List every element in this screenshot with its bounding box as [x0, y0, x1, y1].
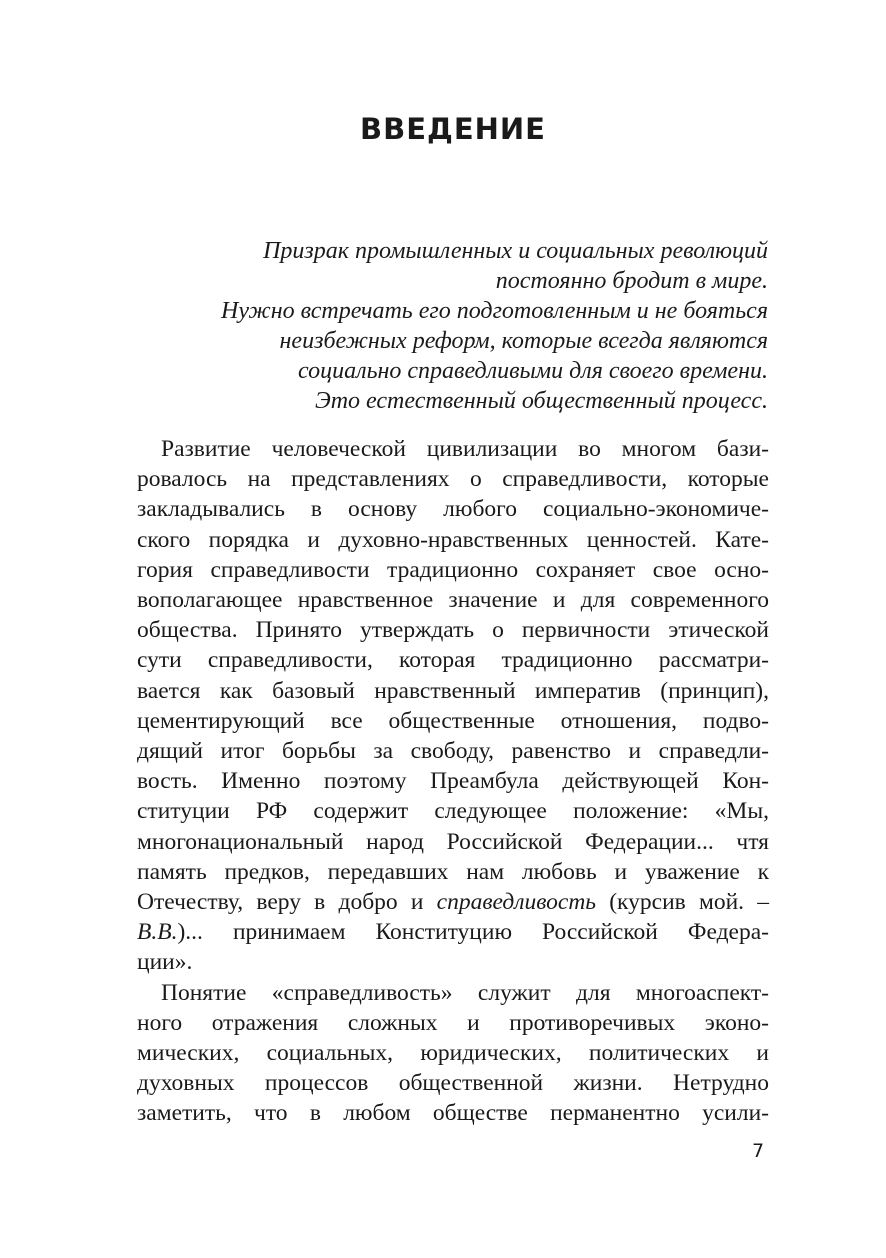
body-text [137, 434, 769, 1129]
text-line: сути справедливости, которая традиционно рассматри- [137, 647, 769, 674]
text-line: вополагающее нравственное значение и для современного [137, 587, 769, 614]
paragraph-2 [137, 978, 769, 1129]
text-line: ровалось на представлениях о справедливости, которые [137, 466, 769, 493]
text-segment: )... принимаем Конституцию Российской Федера- [177, 919, 769, 946]
epigraph-line: неизбежных реформ, которые всегда являются [279, 328, 768, 354]
text-segment: Отечеству, веру в добро и [137, 889, 437, 916]
text-line: гория справедливости традиционно сохраняет свое осно- [137, 556, 769, 583]
text-line: дящий итог борьбы за свободу, равенство и справедли- [137, 738, 769, 765]
text-line [137, 917, 769, 947]
text-line: Понятие «справедливость» служит для многоаспект- [161, 979, 769, 1006]
text-line: вается как базовый нравственный императив (принцип), [137, 677, 769, 704]
text-line: заметить, что в любом обществе перманентно усили- [137, 1100, 769, 1127]
text-line: общества. Принято утверждать о первичности этической [137, 617, 769, 644]
text-segment: (курсив мой. – [596, 889, 769, 916]
page-title: ВВЕДЕНИЕ [359, 112, 546, 146]
text-line: вость. Именно поэтому Преамбула действующей Кон- [137, 768, 769, 795]
text-line: ституции РФ содержит следующее положение: «Мы, [137, 798, 769, 825]
text-line: ского порядка и духовно-нравственных ценностей. Кате- [137, 526, 769, 553]
text-line: мических, социальных, юридических, политических и [137, 1040, 769, 1067]
page-number: 7 [752, 1140, 765, 1162]
text-line: Развитие человеческой цивилизации во многом бази- [161, 436, 769, 462]
text-line: ного отражения сложных и противоречивых эконо- [137, 1009, 769, 1036]
italic-emphasis: справедливость [436, 889, 597, 916]
text-line: ции». [137, 949, 193, 976]
epigraph [128, 236, 768, 416]
text-line: цементирующий все общественные отношения, подво- [137, 707, 769, 734]
text-line: многонациональный народ Российской Федерации... чтя [137, 828, 769, 855]
text-line: закладывались в основу любого социально-экономиче- [137, 496, 769, 523]
text-line: духовных процессов общественной жизни. Нетрудно [137, 1070, 769, 1097]
epigraph-line: постоянно бродит в мире. [495, 268, 768, 294]
epigraph-line: Это естественный общественный процесс. [315, 388, 768, 414]
text-line: память предков, передавших нам любовь и уважение к [137, 858, 769, 885]
epigraph-line: Призрак промышленных и социальных революций [263, 238, 768, 264]
epigraph-line: Нужно встречать его подготовленным и не бояться [220, 298, 768, 324]
author-initials: В.В. [137, 919, 178, 946]
epigraph-line: социально справедливыми для своего времени. [298, 358, 768, 384]
text-line [137, 887, 769, 917]
paragraph-1 [137, 434, 769, 978]
